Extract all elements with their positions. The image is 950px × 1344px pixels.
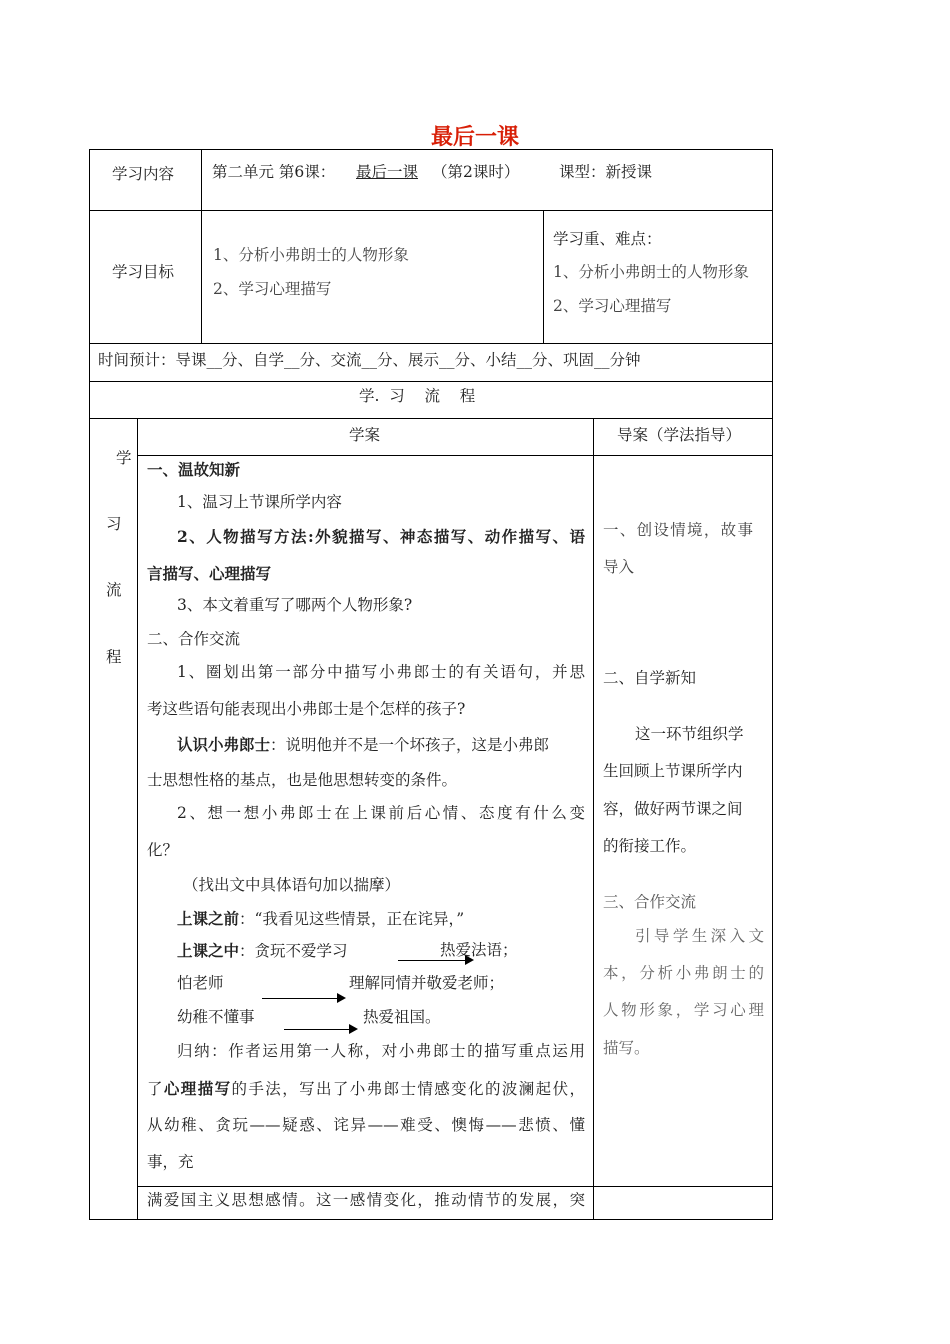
study-line: 1、温习上节课所学内容 [177, 493, 342, 511]
guide-line: 导入 [603, 558, 635, 576]
goal-item: 1、分析小弗朗士的人物形象 [213, 246, 409, 264]
content-label: 学习内容 [112, 165, 175, 183]
goals-label: 学习目标 [112, 263, 175, 281]
know-label: 认识小弗郎士 [177, 735, 271, 754]
side-char: 流 [106, 581, 122, 599]
summary-line: 事，充 [147, 1153, 194, 1171]
row3-to: 热爱祖国。 [363, 1008, 441, 1026]
side-char: 习 [106, 515, 122, 533]
summary-pre: 了 [147, 1080, 164, 1098]
guide-line: 一、创设情境，故事 [603, 521, 753, 539]
col-header-guide: 导案（学法指导） [617, 426, 742, 444]
during-label: 上课之中 [177, 941, 240, 960]
row3-from: 幼稚不懂事 [177, 1008, 255, 1026]
study-line [177, 737, 549, 754]
guide-line: 本，分析小弗朗士的 [603, 964, 764, 982]
study-line: 士思想性格的基点，也是他思想转变的条件。 [147, 771, 458, 789]
summary-line: 归纳：作者运用第一人称，对小弗郎士的描写重点运用 [177, 1042, 585, 1060]
guide-line: 引导学生深入文 [635, 927, 764, 945]
guide-line: 生回顾上节课所学内 [603, 762, 743, 780]
key-points-title: 学习重、难点： [553, 230, 662, 248]
during-to: 热爱法语； [440, 941, 518, 959]
summary-bold: 心理描写 [163, 1079, 232, 1098]
guide-line: 的衔接工作。 [603, 837, 697, 855]
content-lesson: 最后一课 [356, 163, 419, 181]
time-plan: 时间预计：导课__分、自学__分、交流__分、展示__分、小结__分、巩固__分钟 [98, 351, 641, 369]
arrow-icon [262, 998, 344, 999]
guide-heading: 三、合作交流 [603, 893, 697, 911]
section-heading: 一、温故知新 [147, 460, 241, 479]
content-prefix: 第二单元 第6课： [212, 163, 336, 181]
before-label: 上课之前 [177, 909, 240, 928]
continued-line: 满爱国主义思想感情。这一感情变化，推动情节的发展，突 [147, 1191, 585, 1209]
guide-line: 人物形象，学习心理 [603, 1001, 764, 1019]
guide-line: 这一环节组织学 [635, 725, 744, 743]
guide-heading: 二、自学新知 [603, 669, 697, 687]
study-line: 言描写、心理描写 [147, 564, 272, 583]
summary-line: 从幼稚、贪玩——疑惑、诧异——难受、懊悔——悲愤、懂 [147, 1116, 585, 1134]
during-from: ：贪玩不爱学习 [239, 942, 348, 960]
study-line: 1、圈划出第一部分中描写小弗郎士的有关语句，并思 [177, 663, 585, 681]
guide-line: 描写。 [603, 1039, 650, 1057]
flow-heading: 学. 习 流 程 [359, 387, 476, 405]
study-line: 化？ [147, 841, 179, 859]
summary-line [147, 1081, 585, 1098]
side-char: 学 [116, 449, 132, 467]
goal-item: 2、学习心理描写 [213, 280, 332, 298]
row2-to: 理解同情并敬爱老师； [349, 974, 505, 992]
study-hint: （找出文中具体语句加以揣摩） [183, 876, 401, 894]
study-line: 2、人物描写方法:外貌描写、神态描写、动作描写、语 [177, 527, 585, 546]
guide-line: 容，做好两节课之间 [603, 800, 743, 818]
arrow-icon [284, 1029, 356, 1030]
arrow-icon [398, 960, 472, 961]
before-text: ：“我看见这些情景，正在诧异，” [239, 910, 465, 928]
study-line: 3、本文着重写了哪两个人物形象? [177, 596, 413, 614]
study-line: 2、想一想小弗郎士在上课前后心情、态度有什么变 [177, 804, 585, 822]
content-period: （第2课时） [432, 163, 520, 181]
col-header-study: 学案 [349, 426, 381, 444]
know-text: ：说明他并不是一个坏孩子，这是小弗郎 [270, 736, 550, 754]
key-point-item: 2、学习心理描写 [553, 297, 672, 315]
key-point-item: 1、分析小弗朗士的人物形象 [553, 263, 749, 281]
page-title: 最后一课 [430, 124, 519, 150]
row2-from: 怕老师 [177, 974, 224, 992]
side-char: 程 [106, 648, 122, 666]
study-line: 考这些语句能表现出小弗郎士是个怎样的孩子? [147, 700, 466, 718]
content-type: 课型：新授课 [559, 163, 653, 181]
summary-post: 的手法，写出了小弗郎士情感变化的波澜起伏， [231, 1080, 585, 1098]
section-heading: 二、合作交流 [147, 630, 241, 648]
